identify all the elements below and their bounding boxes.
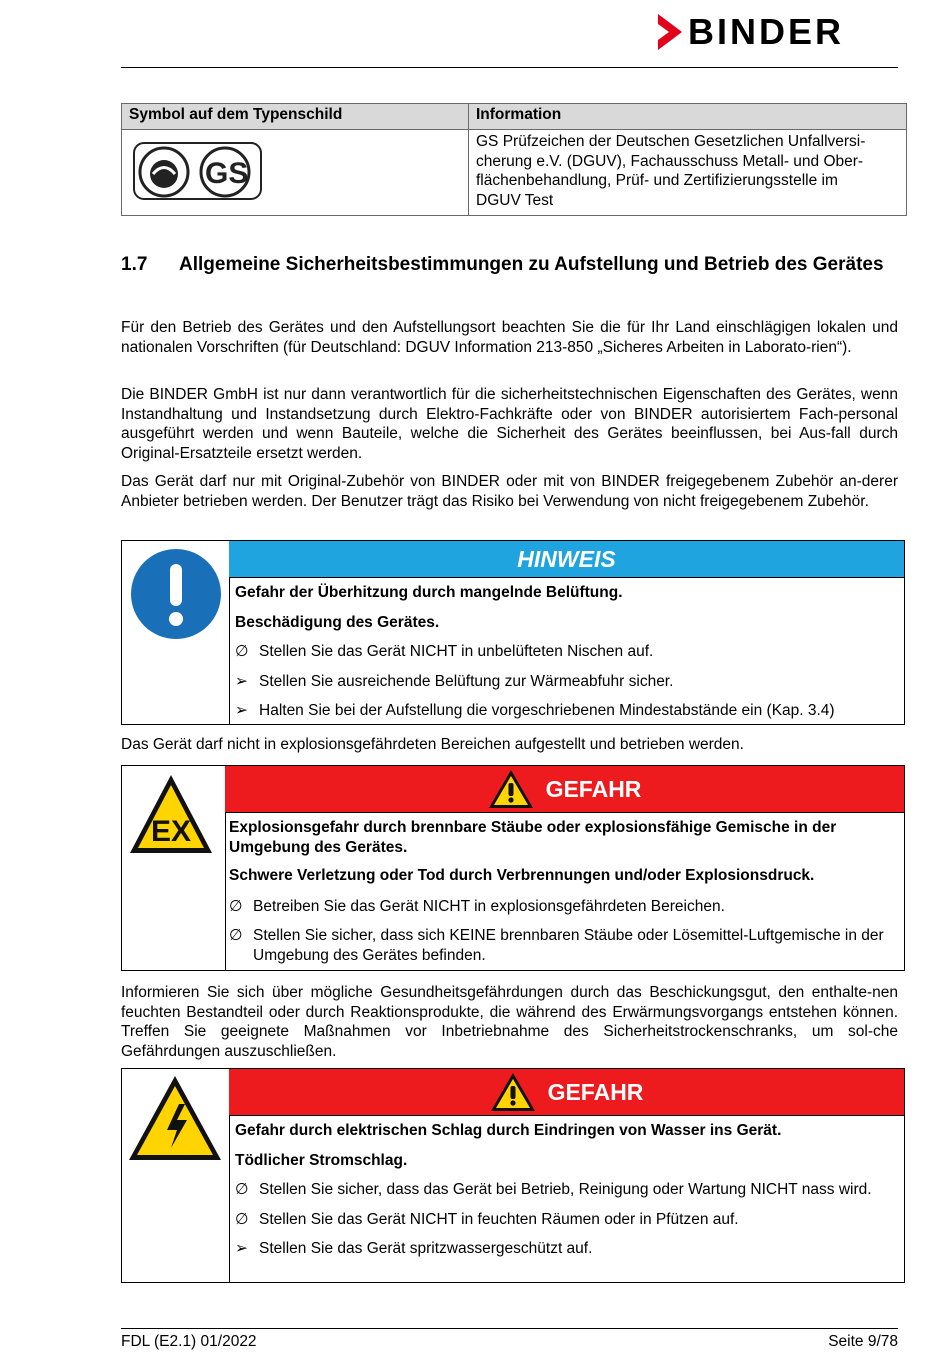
list-item (235, 1180, 898, 1200)
prohibition-bullet-icon: ∅ (235, 1181, 249, 1198)
ex-label: EX (150, 815, 192, 848)
prohibition-bullet-icon: ∅ (235, 1210, 249, 1228)
list-item-text: Betreiben Sie das Gerät NICHT in explosionsgefährdeten Bereichen. (253, 897, 725, 915)
danger-box (121, 1068, 905, 1283)
binder-logo (656, 12, 900, 52)
hazard-text: Gefahr durch elektrischen Schlag durch Eindringen von Wasser ins Gerät. (235, 1122, 782, 1139)
consequence-text: Schwere Verletzung oder Tod durch Verbrennungen und/oder Explosionsdruck. (229, 867, 815, 884)
notice-content (229, 1069, 904, 1259)
hazard-text: Gefahr der Überhitzung durch mangelnde Belüftung. (235, 584, 623, 601)
mandatory-exclamation-icon (129, 547, 223, 641)
list-item-text: Stellen Sie sicher, dass das Gerät bei Betrieb, Reinigung oder Wartung NICHT nass wird. (259, 1181, 872, 1198)
notice-content (229, 541, 904, 721)
footer-rule (121, 1328, 898, 1329)
arrow-bullet-icon: ➢ (235, 1240, 248, 1257)
svg-text:GS: GS (205, 157, 249, 190)
notice-icon-column (122, 541, 230, 724)
table-row (122, 130, 907, 216)
list-item (235, 701, 898, 721)
symbol-cell (122, 130, 469, 216)
list-item (235, 1210, 898, 1230)
arrow-bullet-icon: ➢ (235, 702, 248, 719)
consequence-text: Beschädigung des Gerätes. (235, 613, 440, 631)
danger-banner-label: GEFAHR (547, 1078, 644, 1105)
paragraph: Das Gerät darf nur mit Original-Zubehör von BINDER oder mit von BINDER freigegebenem Zubehör an-derer Anbieter betrieben werden. Der Benutzer trägt das Risiko bei Verwendung von nicht freigegebenem Zubehör. (121, 473, 898, 510)
list-item-text: Stellen Sie sicher, dass sich KEINE brennbaren Stäube oder Lösemittel-Luftgemische in der Umgebung des Gerätes befinden. (253, 927, 884, 964)
list-item-text: Stellen Sie das Gerät NICHT in unbelüfteten Nischen auf. (259, 643, 654, 660)
section-heading (121, 253, 898, 276)
notice-content (225, 766, 904, 965)
list-item (235, 642, 898, 662)
prohibition-bullet-icon: ∅ (235, 643, 249, 660)
notice-icon-column (122, 766, 226, 970)
danger-box (121, 765, 905, 971)
list-item (235, 1239, 898, 1259)
danger-banner-label: GEFAHR (545, 775, 642, 802)
logo-chevron-icon (656, 14, 682, 50)
paragraph: Die BINDER GmbH ist nur dann verantwortlich für die sicherheitstechnischen Eigenschaften des Gerätes, wenn Instandhaltung und Instandsetzung durch Elektro-Fachkräfte oder von BINDER autorisiertem Fach-personal ausgeführt werden und wenn Bauteile, welche die Sicherheit des Gerätes beeinflussen, bei Aus-fall durch Original-Ersatzteile ersetzt werden. (121, 386, 898, 462)
list-item (229, 897, 898, 917)
info-line: DGUV Test (476, 191, 554, 209)
paragraph: Für den Betrieb des Gerätes und den Aufstellungsort beachten Sie die für Ihr Land einschlägigen lokalen und nationalen Vorschriften (für Deutschland: DGUV Information 213-850 „Sicheres Arbeiten in Laborato-rien“). (121, 319, 898, 356)
symbol-table (121, 103, 907, 216)
list-item-text: Stellen Sie das Gerät NICHT in feuchten Räumen oder in Pfützen auf. (259, 1210, 739, 1228)
prohibition-bullet-icon: ∅ (229, 897, 243, 915)
prohibition-bullet-icon: ∅ (229, 927, 243, 944)
danger-banner (229, 1069, 904, 1116)
list-item-text: Stellen Sie ausreichende Belüftung zur Wärmeabfuhr sicher. (259, 672, 674, 690)
info-line: flächenbehandlung, Prüf- und Zertifizierungsstelle im (476, 172, 838, 189)
header-rule (121, 67, 898, 68)
paragraph: Das Gerät darf nicht in explosionsgefährdeten Bereichen aufgestellt und betrieben werden. (121, 736, 744, 753)
info-line: GS Prüfzeichen der Deutschen Gesetzlichen Unfallversi- (476, 133, 866, 150)
list-item (229, 926, 898, 965)
electrical-hazard-icon (127, 1074, 223, 1162)
warning-triangle-icon (488, 769, 534, 809)
column-header-symbol: Symbol auf dem Typenschild (122, 104, 469, 130)
section-number: 1.7 (121, 254, 148, 275)
info-line: cherung e.V. (DGUV), Fachausschuss Metall- und Ober- (476, 152, 864, 170)
brand-name: BINDER (688, 11, 845, 52)
notice-banner: HINWEIS (229, 541, 904, 578)
arrow-bullet-icon: ➢ (235, 672, 248, 690)
paragraph: Informieren Sie sich über mögliche Gesundheitsgefährdungen durch das Beschickungsgut, den enthalte-nen feuchten Bestandteil oder durch Reaktionsprodukte, die während des Erwärmungsvorgangs entstehen können. Treffen Sie geeignete Maßnahmen vor Inbetriebnahme des Sicherheitstrockenschranks, um sol-che Gefährdungen auszuschließen. (121, 984, 898, 1060)
gs-dguv-mark-icon (133, 141, 263, 201)
notice-box (121, 540, 905, 725)
information-cell (469, 130, 907, 216)
list-item-text: Stellen Sie das Gerät spritzwassergeschützt auf. (259, 1240, 593, 1257)
list-item-text: Halten Sie bei der Aufstellung die vorgeschriebenen Mindestabstände ein (Kap. 3.4) (259, 702, 835, 719)
document-id: FDL (E2.1) 01/2022 (121, 1333, 257, 1350)
section-title: Allgemeine Sicherheitsbestimmungen zu Aufstellung und Betrieb des Gerätes (179, 254, 884, 275)
consequence-text: Tödlicher Stromschlag. (235, 1151, 408, 1169)
hazard-text: Explosionsgefahr durch brennbare Stäube oder explosionsfähige Gemische in der Umgebung des Gerätes. (229, 819, 837, 856)
page-number: Seite 9/78 (828, 1333, 898, 1350)
danger-banner (225, 766, 904, 813)
column-header-information: Information (469, 104, 907, 130)
warning-triangle-icon (490, 1072, 536, 1112)
notice-icon-column (122, 1069, 230, 1282)
explosive-atmosphere-icon (128, 773, 214, 855)
list-item (235, 672, 898, 692)
